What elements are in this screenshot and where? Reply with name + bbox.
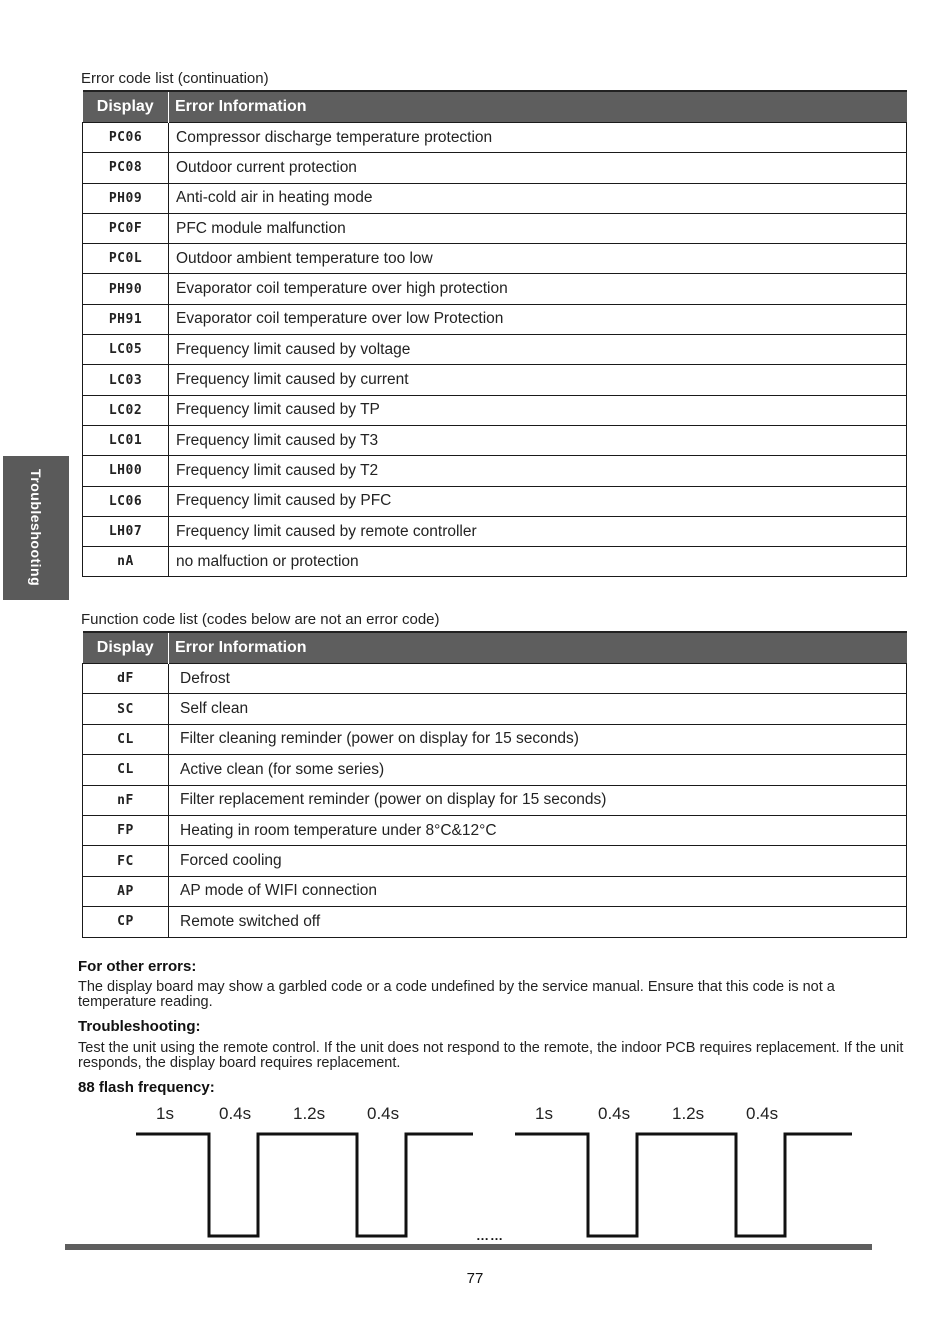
display-column-header: Display: [83, 91, 169, 123]
display-code: PC0L: [83, 244, 169, 274]
code-description: Outdoor ambient temperature too low: [169, 244, 907, 274]
footer-rule: [65, 1244, 872, 1250]
wave-label-off-0.4s: 0.4s: [367, 1104, 400, 1123]
code-description: Filter cleaning reminder (power on display for 15 seconds): [169, 724, 907, 754]
flash-waveform-left: [136, 1134, 473, 1236]
display-code: CP: [83, 907, 169, 937]
error-list-caption: Error code list (continuation): [81, 70, 269, 87]
code-description: Evaporator coil temperature over low Protection: [169, 304, 907, 334]
code-description: Frequency limit caused by PFC: [169, 486, 907, 516]
display-code: LC02: [83, 395, 169, 425]
display-column-header: Display: [83, 632, 169, 664]
display-code: LH07: [83, 516, 169, 546]
flash-frequency-title: 88 flash frequency:: [78, 1079, 215, 1096]
code-description: Frequency limit caused by T3: [169, 425, 907, 455]
troubleshooting-title: Troubleshooting:: [78, 1018, 201, 1035]
code-description: Anti-cold air in heating mode: [169, 183, 907, 213]
display-code: LH00: [83, 456, 169, 486]
other-errors-text: The display board may show a garbled code or a code undefined by the service manual. Ensure that this code is not a temperature reading.: [78, 979, 835, 1010]
display-code: PC0F: [83, 213, 169, 243]
wave-label-off-0.4s: 0.4s: [746, 1104, 779, 1123]
side-tab-label: Troubleshooting: [28, 469, 44, 587]
display-code: LC01: [83, 425, 169, 455]
display-code: FP: [83, 815, 169, 845]
code-description: no malfuction or protection: [169, 547, 907, 577]
code-description: PFC module malfunction: [169, 213, 907, 243]
wave-label-off-0.4s: 0.4s: [219, 1104, 252, 1123]
display-code: FC: [83, 846, 169, 876]
display-code: nF: [83, 785, 169, 815]
other-errors-title: For other errors:: [78, 958, 197, 975]
display-code: PC06: [83, 123, 169, 153]
info-column-header: Error Information: [169, 632, 907, 664]
display-code: PH90: [83, 274, 169, 304]
display-code: AP: [83, 876, 169, 906]
page-number: 77: [466, 1270, 484, 1287]
waveform-continuation-ellipsis: ……: [476, 1228, 504, 1243]
display-code: PC08: [83, 153, 169, 183]
code-description: Defrost: [169, 664, 907, 694]
code-description: Filter replacement reminder (power on display for 15 seconds): [169, 785, 907, 815]
display-code: dF: [83, 664, 169, 694]
display-code: CL: [83, 724, 169, 754]
code-description: Compressor discharge temperature protection: [169, 123, 907, 153]
display-code: CL: [83, 755, 169, 785]
code-description: Forced cooling: [169, 846, 907, 876]
code-description: Evaporator coil temperature over high protection: [169, 274, 907, 304]
code-description: AP mode of WIFI connection: [169, 876, 907, 906]
troubleshooting-text: Test the unit using the remote control. If the unit does not respond to the remote, the indoor PCB requires replacement. If the unit responds, the display board requires replacement.: [78, 1040, 904, 1071]
wave-label-on-1.2s: 1.2s: [293, 1104, 326, 1123]
wave-label-off-0.4s: 0.4s: [598, 1104, 631, 1123]
code-description: Remote switched off: [169, 907, 907, 937]
code-description: Frequency limit caused by voltage: [169, 335, 907, 365]
display-code: PH09: [83, 183, 169, 213]
code-description: Frequency limit caused by current: [169, 365, 907, 395]
code-description: Heating in room temperature under 8°C&12°C: [169, 815, 907, 845]
code-description: Frequency limit caused by T2: [169, 456, 907, 486]
display-code: LC03: [83, 365, 169, 395]
code-description: Active clean (for some series): [169, 755, 907, 785]
code-description: Outdoor current protection: [169, 153, 907, 183]
wave-label-on-1.2s: 1.2s: [672, 1104, 705, 1123]
display-code: LC05: [83, 335, 169, 365]
wave-label-on-1s: 1s: [535, 1104, 553, 1123]
info-column-header: Error Information: [169, 91, 907, 123]
display-code: PH91: [83, 304, 169, 334]
display-code: nA: [83, 547, 169, 577]
code-description: Frequency limit caused by TP: [169, 395, 907, 425]
code-description: Self clean: [169, 694, 907, 724]
wave-label-on-1s: 1s: [156, 1104, 174, 1123]
display-code: SC: [83, 694, 169, 724]
display-code: LC06: [83, 486, 169, 516]
code-description: Frequency limit caused by remote controller: [169, 516, 907, 546]
function-list-caption: Function code list (codes below are not an error code): [81, 611, 440, 628]
flash-waveform-right: [515, 1134, 852, 1236]
